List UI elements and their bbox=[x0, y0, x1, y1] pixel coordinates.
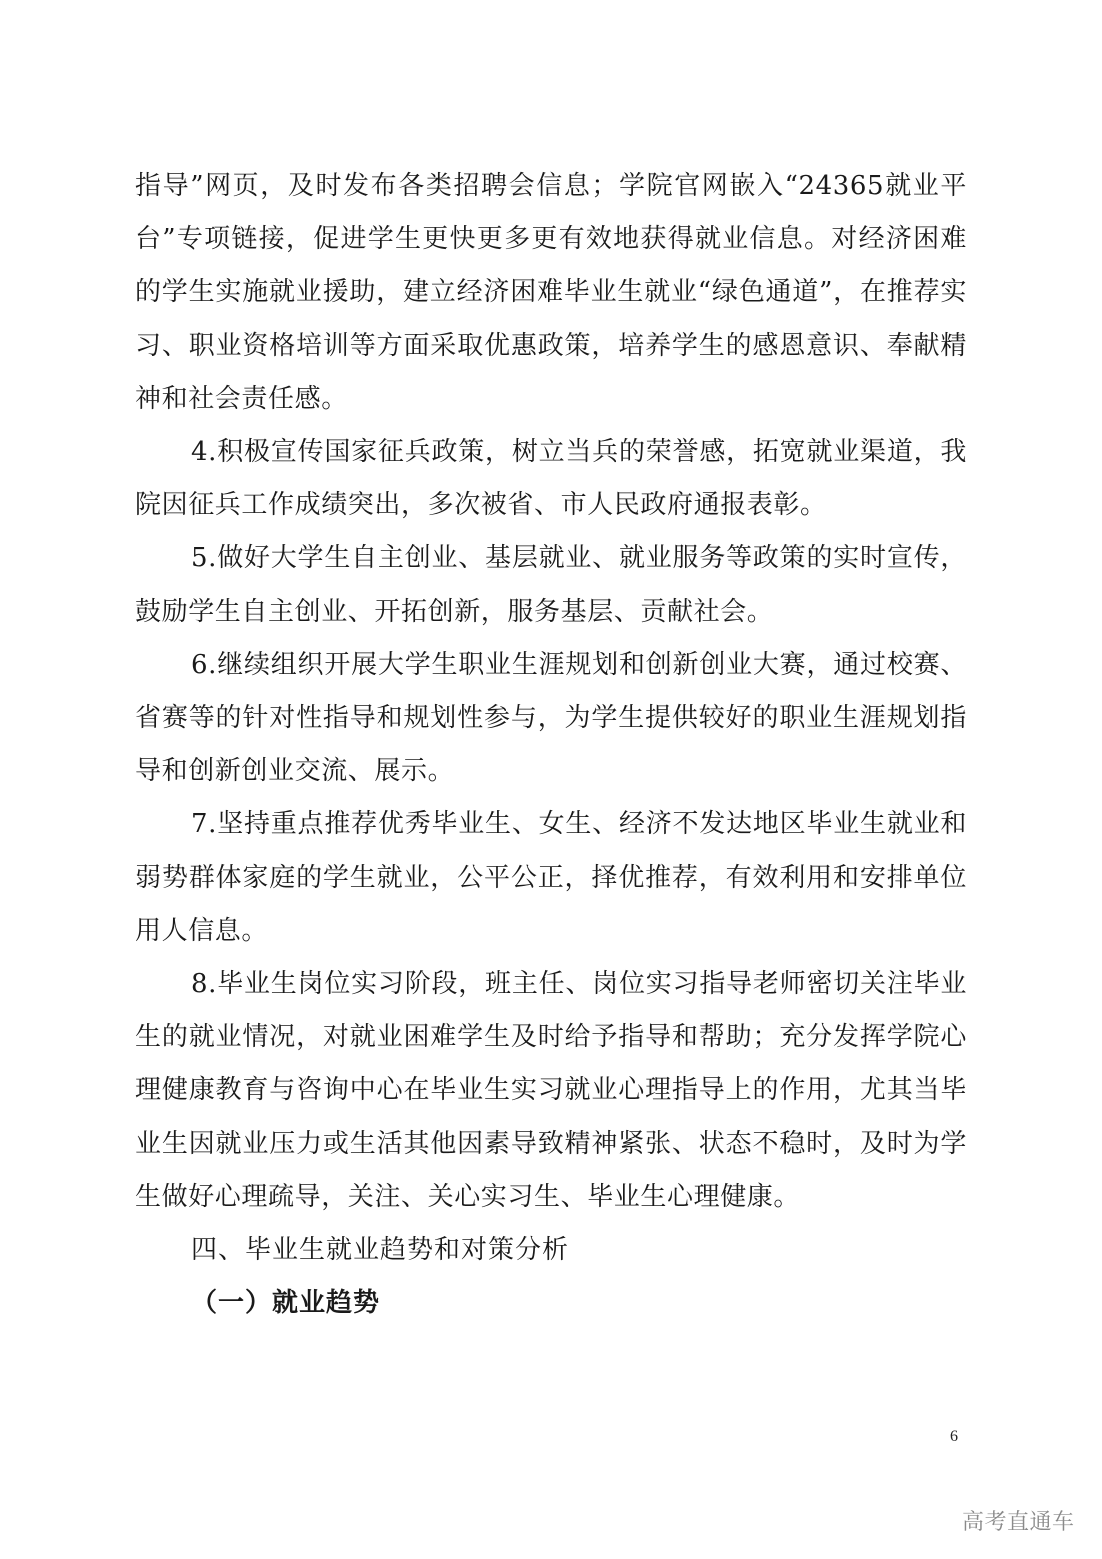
document-body bbox=[135, 160, 967, 1330]
paragraph-item-8: 8.毕业生岗位实习阶段，班主任、岗位实习指导老师密切关注毕业生的就业情况，对就业困难学生及时给予指导和帮助；充分发挥学院心理健康教育与咨询中心在毕业生实习就业心理指导上的作用，尤其当毕业生因就业压力或生活其他因素导致精神紧张、状态不稳时，及时为学生做好心理疏导，关注、关心实习生、毕业生心理健康。 bbox=[135, 969, 967, 1212]
paragraph-item-5: 5.做好大学生自主创业、基层就业、就业服务等政策的实时宣传，鼓励学生自主创业、开拓创新，服务基层、贡献社会。 bbox=[135, 543, 967, 627]
page-number: 6 bbox=[950, 1428, 958, 1445]
paragraph-item-4: 4.积极宣传国家征兵政策，树立当兵的荣誉感，拓宽就业渠道，我院因征兵工作成绩突出，多次被省、市人民政府通报表彰。 bbox=[135, 437, 967, 521]
watermark-text: 高考直通车 bbox=[962, 1510, 1075, 1535]
subsection-heading: （一）就业趋势 bbox=[191, 1288, 381, 1319]
paragraph-continued: 指导”网页，及时发布各类招聘会信息；学院官网嵌入“24365就业平台”专项链接，促进学生更快更多更有效地获得就业信息。对经济困难的学生实施就业援助，建立经济困难毕业生就业“绿色通道”，在推荐实习、职业资格培训等方面采取优惠政策，培养学生的感恩意识、奉献精神和社会责任感。 bbox=[135, 171, 967, 414]
paragraph-item-6: 6.继续组织开展大学生职业生涯规划和创新创业大赛，通过校赛、省赛等的针对性指导和规划性参与，为学生提供较好的职业生涯规划指导和创新创业交流、展示。 bbox=[135, 649, 967, 787]
paragraph-item-7: 7.坚持重点推荐优秀毕业生、女生、经济不发达地区毕业生就业和弱势群体家庭的学生就业，公平公正，择优推荐，有效利用和安排单位用人信息。 bbox=[135, 809, 967, 946]
section-heading: 四、毕业生就业趋势和对策分析 bbox=[191, 1235, 570, 1266]
